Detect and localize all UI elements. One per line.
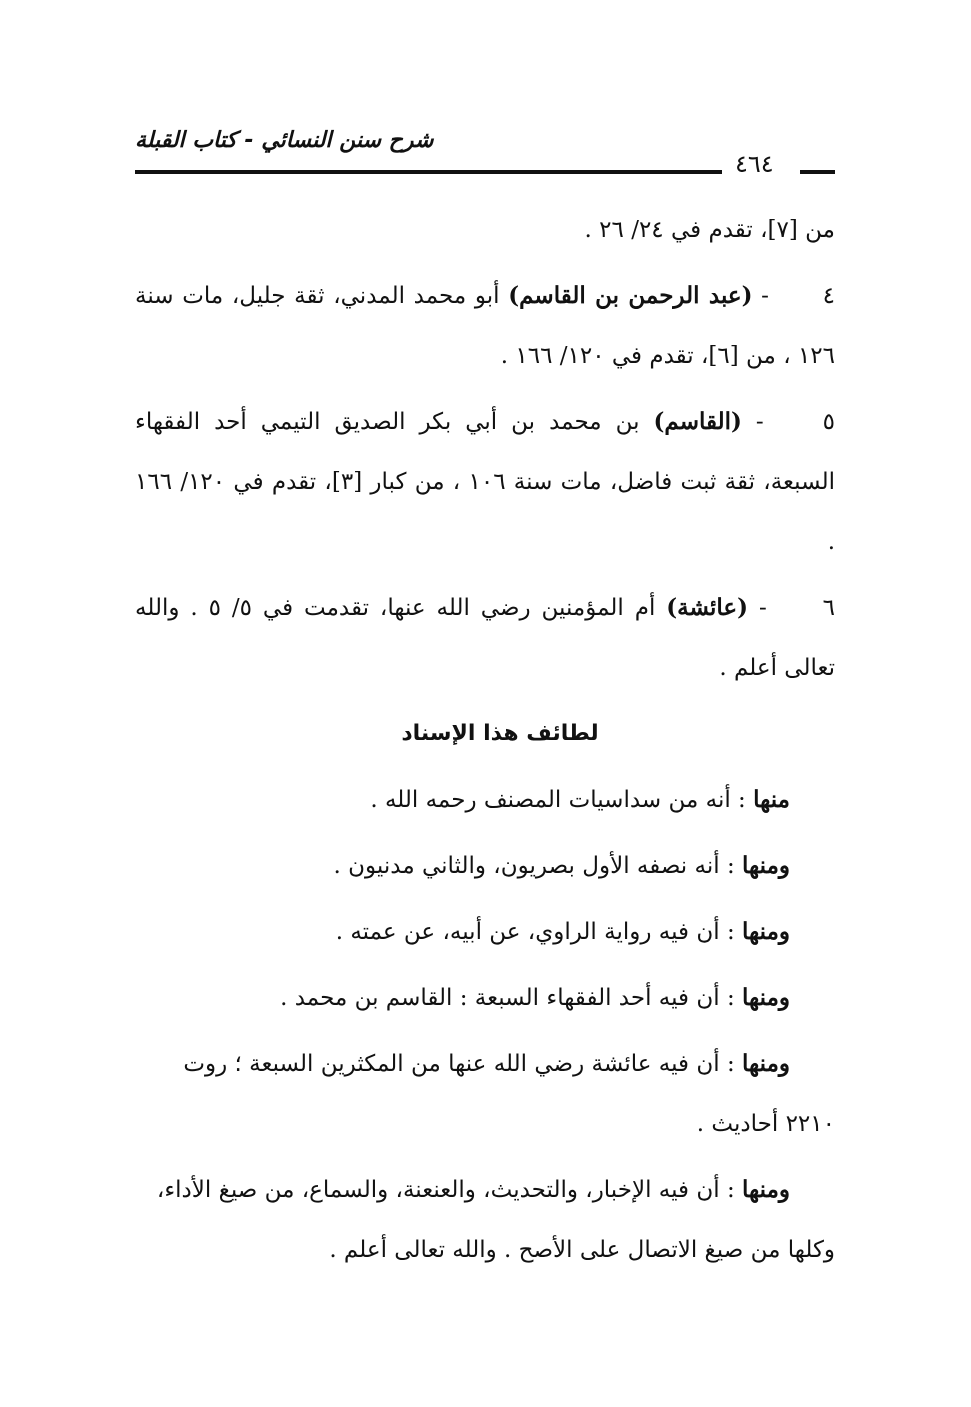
body-text (135, 200, 835, 1286)
entry-number: ٤ - (752, 283, 835, 309)
narrator-entry-4 (135, 266, 835, 386)
item-text: : أن فيه رواية الراوي، عن أبيه، عن عمته . (335, 919, 743, 945)
page-number: ٤٦٤ (735, 150, 774, 178)
item-lead: منها (753, 786, 790, 813)
narrator-name: (القاسم) (653, 408, 742, 435)
header-rule (135, 170, 722, 174)
item-text: : أن فيه الإخبار، والتحديث، والعنعنة، والسماع، من صيغ الأداء، وكلها من صيغ الاتصال على الأصح . والله تعالى أعلم . (156, 1177, 835, 1263)
narrator-name: (عائشة) (666, 594, 749, 621)
paragraph-continuation (135, 200, 835, 260)
item-lead: ومنها (742, 1176, 790, 1203)
narrator-name: (عبد الرحمن بن القاسم) (508, 282, 753, 309)
list-item (135, 968, 835, 1028)
section-heading: لطائف هذا الإسناد (401, 721, 599, 746)
running-title: شرح سنن النسائي - كتاب القبلة (135, 128, 434, 153)
item-lead: ومنها (742, 1050, 790, 1077)
list-item (135, 1034, 835, 1154)
item-text: : أنه من سداسيات المصنف رحمه الله . (370, 787, 754, 813)
narrator-entry-6 (135, 578, 835, 698)
item-text: : أنه نصفه الأول بصريون، والثاني مدنيون . (333, 853, 743, 879)
entry-number: ٦ - (748, 595, 835, 621)
paragraph-text: من [٧]، تقدم في ٢٤/ ٢٦ . (584, 217, 835, 243)
page-number-rule (800, 170, 835, 174)
list-item (135, 770, 835, 830)
list-item (135, 836, 835, 896)
page-header (135, 128, 835, 188)
item-text: : أن فيه عائشة رضي الله عنها من المكثرين السبعة ؛ روت ٢٢١٠ أحاديث . (183, 1051, 835, 1137)
entry-text: أم المؤمنين رضي الله عنها، تقدمت في ٥/ ٥ . والله تعالى أعلم . (135, 595, 835, 681)
narrator-entry-5 (135, 392, 835, 572)
item-text: : أن فيه أحد الفقهاء السبعة : القاسم بن محمد . (280, 985, 743, 1011)
item-lead: ومنها (742, 984, 790, 1011)
list-item (135, 1160, 835, 1280)
entry-number: ٥ - (741, 409, 835, 435)
item-lead: ومنها (742, 852, 790, 879)
list-item (135, 902, 835, 962)
entry-text: أبو محمد المدني، ثقة جليل، مات سنة ١٢٦ ، من [٦]، تقدم في ١٢٠/ ١٦٦ . (135, 283, 835, 369)
item-lead: ومنها (742, 918, 790, 945)
entry-text: بن محمد بن أبي بكر الصديق التيمي أحد الفقهاء السبعة، ثقة ثبت فاضل، مات سنة ١٠٦ ، من كبار [٣]، تقدم في ١٢٠/ ١٦٦ . (135, 409, 836, 555)
